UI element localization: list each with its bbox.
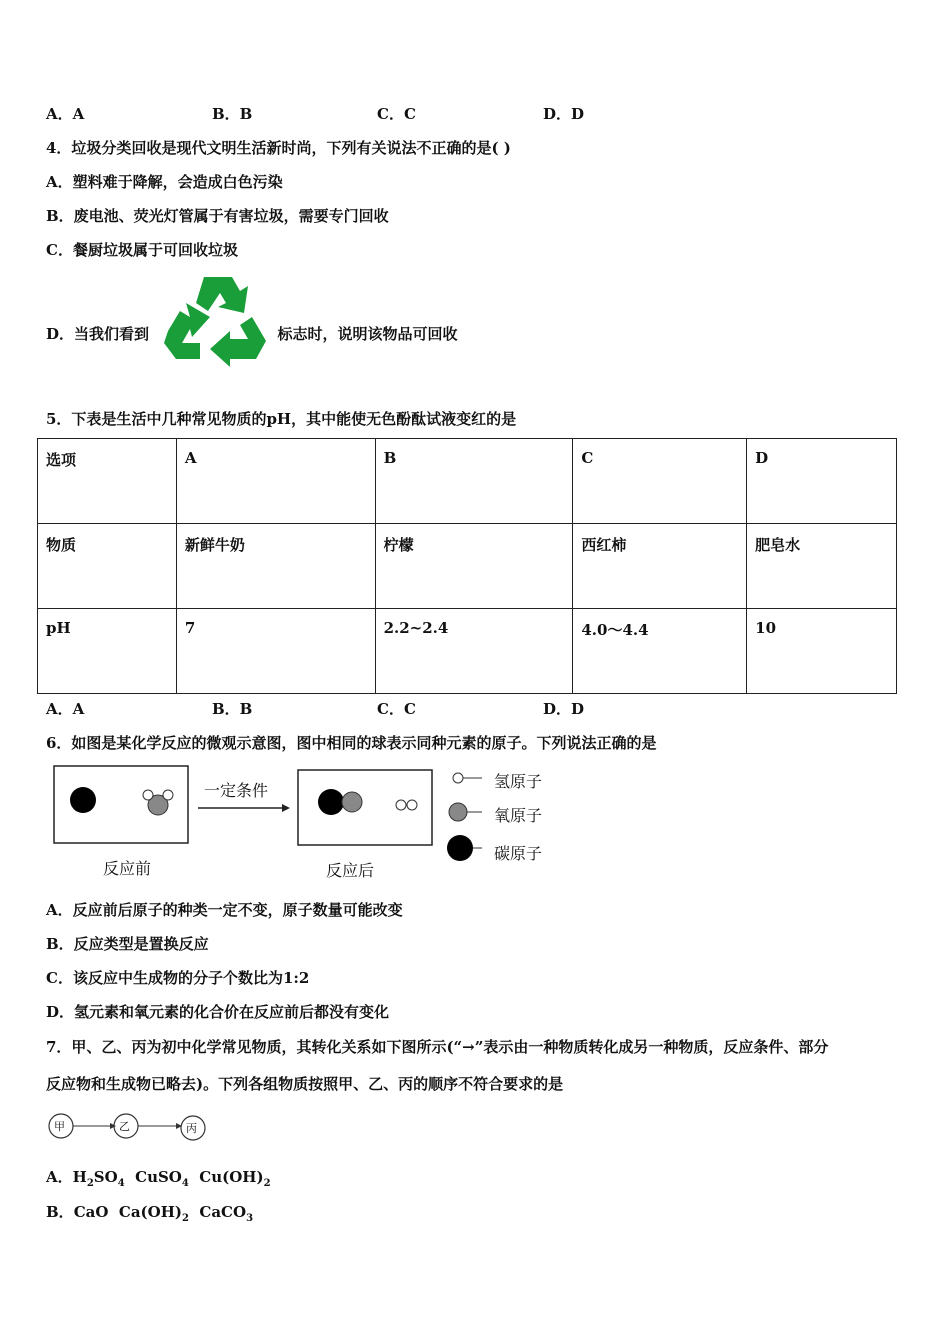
before-label: 反应前 xyxy=(103,859,152,878)
recycle-icon xyxy=(160,273,276,369)
q4-option-c[interactable]: C．餐厨垃圾属于可回收垃圾 xyxy=(46,241,238,259)
subscript: 2 xyxy=(86,1178,94,1189)
hydrogen-atom xyxy=(163,790,173,800)
q6-option-c[interactable]: C．该反应中生成物的分子个数比为1:2 xyxy=(46,969,310,987)
legend-hydrogen-label: 氢原子 xyxy=(494,772,543,791)
table-cell: B xyxy=(375,439,573,524)
q4-option-b[interactable]: B．废电池、荧光灯管属于有害垃圾，需要专门回收 xyxy=(46,207,389,225)
hydrogen-atom xyxy=(407,800,417,810)
q3-option-c[interactable]: C．C xyxy=(377,105,416,123)
option-prefix: B． xyxy=(46,1203,74,1221)
q3-option-b[interactable]: B．B xyxy=(212,105,253,123)
q6-stem: 6．如图是某化学反应的微观示意图，图中相同的球表示同种元素的原子。下列说法正确的是 xyxy=(46,734,657,752)
table-row xyxy=(38,524,897,609)
condition-label: 一定条件 xyxy=(204,781,269,800)
subscript: 2 xyxy=(263,1178,271,1189)
after-label: 反应后 xyxy=(326,861,375,880)
q6-option-d[interactable]: D．氢元素和氧元素的化合价在反应前后都没有变化 xyxy=(46,1003,390,1021)
q5-options xyxy=(46,698,746,718)
table-cell: 新鲜牛奶 xyxy=(176,524,375,609)
carbon-atom xyxy=(318,789,344,815)
table-cell: pH xyxy=(38,609,177,694)
formula-text: Cu(OH) xyxy=(199,1168,264,1186)
table-cell: 肥皂水 xyxy=(747,524,897,609)
chain-node-jia: 甲 xyxy=(54,1120,65,1133)
q7-stem-line1: 7．甲、乙、丙为初中化学常见物质，其转化关系如下图所示(“→”表示由一种物质转化成另一种物质，反应条件、部分 xyxy=(46,1038,829,1056)
table-cell: D xyxy=(747,439,897,524)
ph-table xyxy=(37,438,897,694)
legend-carbon xyxy=(447,835,473,861)
legend-oxygen-label: 氧原子 xyxy=(494,806,543,825)
formula-text: H xyxy=(72,1168,87,1186)
table-cell: 2.2~2.4 xyxy=(375,609,573,694)
legend-carbon-label: 碳原子 xyxy=(494,844,543,863)
table-cell: 物质 xyxy=(38,524,177,609)
q4-option-a[interactable]: A．塑料难于降解，会造成白色污染 xyxy=(46,173,283,191)
q7-option-b[interactable] xyxy=(46,1201,253,1224)
subscript: 2 xyxy=(181,1213,189,1224)
table-cell: 7 xyxy=(176,609,375,694)
table-cell: 4.0～4.4 xyxy=(573,609,747,694)
formula-text: CaO xyxy=(73,1203,109,1221)
q5-option-b[interactable]: B．B xyxy=(212,700,253,718)
q4-option-d-before: D．当我们看到 xyxy=(46,325,150,343)
q5-option-d[interactable]: D．D xyxy=(543,700,585,718)
hydrogen-atom xyxy=(396,800,406,810)
table-row xyxy=(38,609,897,694)
q5-option-a[interactable]: A．A xyxy=(46,700,85,718)
subscript: 4 xyxy=(117,1178,125,1189)
option-prefix: A． xyxy=(46,1168,73,1186)
q6-option-a[interactable]: A．反应前后原子的种类一定不变，原子数量可能改变 xyxy=(46,901,403,919)
chain-node-bing: 丙 xyxy=(186,1122,197,1135)
q3-option-a[interactable]: A．A xyxy=(46,105,85,123)
subscript: 4 xyxy=(181,1178,189,1189)
q7-option-a[interactable] xyxy=(46,1166,271,1189)
table-row xyxy=(38,439,897,524)
q5-option-c[interactable]: C．C xyxy=(377,700,416,718)
formula-text: CuSO xyxy=(135,1168,182,1186)
q4-option-d-after: 标志时，说明该物品可回收 xyxy=(277,325,458,343)
q3-options xyxy=(46,103,746,123)
hydrogen-atom xyxy=(143,790,153,800)
q4-stem: 4．垃圾分类回收是现代文明生活新时尚，下列有关说法不正确的是( ) xyxy=(46,139,511,157)
table-cell: 选项 xyxy=(38,439,177,524)
subscript: 3 xyxy=(246,1213,254,1224)
carbon-atom xyxy=(70,787,96,813)
table-cell: 西红柿 xyxy=(573,524,747,609)
table-cell: A xyxy=(176,439,375,524)
table-cell: 10 xyxy=(747,609,897,694)
chain-node-yi: 乙 xyxy=(119,1120,130,1133)
q5-stem: 5．下表是生活中几种常见物质的pH，其中能使无色酚酞试液变红的是 xyxy=(46,410,517,428)
legend-hydrogen xyxy=(453,773,463,783)
table-cell: C xyxy=(573,439,747,524)
oxygen-atom xyxy=(342,792,362,812)
table-cell: 柠檬 xyxy=(375,524,573,609)
legend-oxygen xyxy=(449,803,467,821)
formula-text: CaCO xyxy=(199,1203,247,1221)
formula-text: Ca(OH) xyxy=(118,1203,182,1221)
q3-option-d[interactable]: D．D xyxy=(543,105,585,123)
formula-text: SO xyxy=(93,1168,118,1186)
q7-stem-line2: 反应物和生成物已略去)。下列各组物质按照甲、乙、丙的顺序不符合要求的是 xyxy=(46,1075,564,1093)
q6-option-b[interactable]: B．反应类型是置换反应 xyxy=(46,935,209,953)
